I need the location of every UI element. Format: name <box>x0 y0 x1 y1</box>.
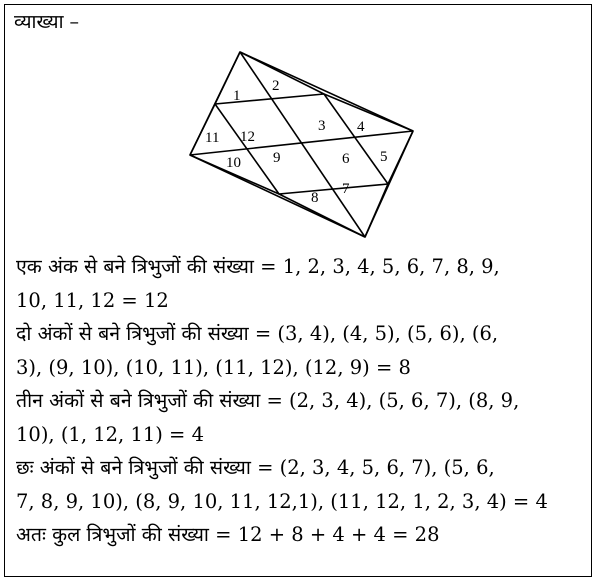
region-label: 5 <box>380 149 388 165</box>
text-line: 10), (1, 12, 11) = 4 <box>16 422 205 446</box>
heading: व्याख्या – <box>14 11 80 33</box>
region-label: 7 <box>342 181 350 197</box>
region-label: 10 <box>226 155 241 171</box>
region-label: 4 <box>357 119 365 135</box>
side-line <box>279 194 365 237</box>
text-line: 7, 8, 9, 10), (8, 9, 10, 11, 12,1), (11, 12, 1, 2, 3, 4) = 4 <box>16 489 548 513</box>
outer-quadrilateral <box>190 52 413 237</box>
text-line: तीन अंकों से बने त्रिभुजों की संख्या = (2, 3, 4), (5, 6, 7), (8, 9, <box>16 389 520 412</box>
region-label: 12 <box>240 129 255 145</box>
region-label: 9 <box>273 150 281 166</box>
side-line <box>240 52 324 94</box>
region-label: 1 <box>233 88 241 104</box>
side-line <box>365 184 388 237</box>
side-line <box>388 131 413 184</box>
region-label: 11 <box>205 130 220 146</box>
region-label: 6 <box>342 151 350 167</box>
text-line: एक अंक से बने त्रिभुजों की संख्या = 1, 2, 3, 4, 5, 6, 7, 8, 9, <box>16 255 500 278</box>
text-line: अतः कुल त्रिभुजों की संख्या = 12 + 8 + 4 + 4 = 28 <box>16 523 440 546</box>
explanation-text <box>16 250 588 552</box>
region-label: 3 <box>318 118 326 134</box>
text-line: दो अंकों से बने त्रिभुजों की संख्या = (3, 4), (4, 5), (5, 6), (6, <box>16 322 499 345</box>
region-label: 2 <box>272 78 280 94</box>
region-label: 8 <box>311 190 319 206</box>
triangle-figure <box>186 46 418 242</box>
text-line: छः अंकों से बने त्रिभुजों की संख्या = (2, 3, 4, 5, 6, 7), (5, 6, <box>16 456 495 479</box>
text-line: 3), (9, 10), (10, 11), (11, 12), (12, 9) = 8 <box>16 355 411 379</box>
text-line: 10, 11, 12 = 12 <box>16 288 169 312</box>
